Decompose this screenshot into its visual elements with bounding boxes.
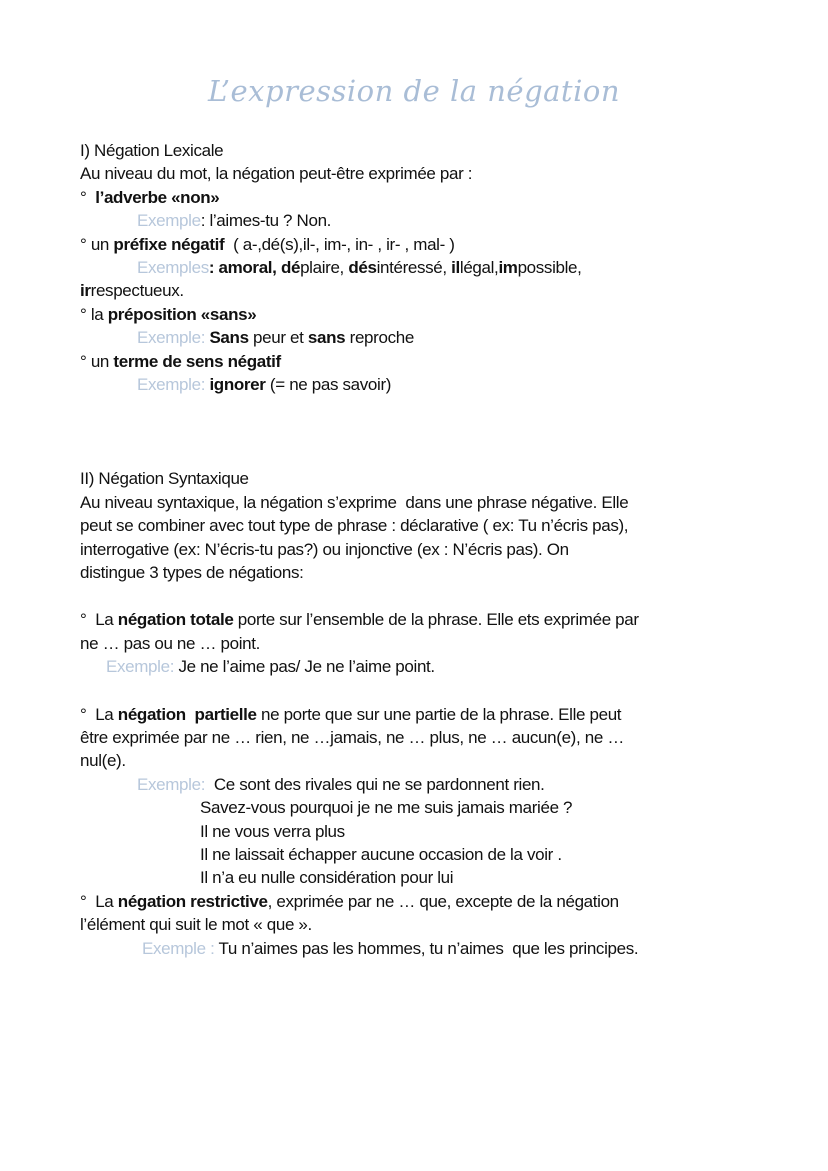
example-label: Exemple	[137, 211, 201, 231]
bold-term: préposition «sans»	[107, 304, 257, 324]
text: ne … pas ou ne … point.	[80, 633, 261, 653]
bold-term: Sans	[209, 328, 249, 348]
text-line	[200, 867, 453, 889]
text-line	[80, 515, 628, 537]
example-label: Exemple :	[142, 938, 219, 958]
text-line	[80, 187, 219, 209]
text: ° La	[80, 610, 118, 630]
text: Il ne vous verra plus	[200, 821, 345, 841]
text-line	[80, 609, 639, 631]
text-line	[80, 750, 126, 772]
text: distingue 3 types de négations:	[80, 563, 304, 582]
text: ° La	[80, 704, 118, 724]
text-line	[80, 562, 304, 584]
text: peur et	[248, 328, 308, 348]
bold-term: il	[451, 258, 460, 277]
text: intéressé,	[376, 258, 452, 277]
text: Ce sont des rivales qui ne se pardonnent rien.	[213, 774, 545, 794]
text-line	[80, 492, 628, 514]
text: ° la	[80, 304, 108, 324]
text: Il ne laissait échapper aucune occasion de la voir .	[200, 845, 562, 864]
text: , exprimée par ne … que, excepte de la négation	[267, 891, 619, 911]
text-line	[80, 704, 621, 726]
text: respectueux.	[90, 281, 184, 301]
text: ° La	[80, 891, 118, 911]
text-line	[80, 140, 223, 162]
text: porte sur l’ensemble de la phrase. Elle ets exprimée par	[233, 610, 639, 630]
bold-term: négation totale	[117, 610, 234, 630]
text-line	[200, 797, 572, 819]
bold-term: ignorer	[209, 375, 266, 394]
text-line	[80, 914, 312, 936]
example-line	[137, 374, 391, 396]
text: interrogative (ex: N’écris-tu pas?) ou injonctive (ex : N’écris pas). On	[80, 539, 569, 559]
text: légal,	[459, 258, 499, 277]
text: Je ne l’aime pas/ Je ne l’aime point.	[178, 657, 435, 677]
example-line	[137, 210, 331, 232]
example-line	[106, 656, 435, 678]
text: Au niveau syntaxique, la négation s’exprime dans une phrase négative. Elle	[80, 492, 629, 512]
text: ° un	[80, 351, 114, 371]
text: l’élément qui suit le mot « que ».	[80, 915, 312, 935]
text: nul(e).	[80, 751, 126, 771]
bold-term: dé	[280, 258, 301, 277]
document-title: L’expression de la négation	[207, 74, 620, 108]
bold-term: dés	[348, 258, 377, 277]
text: reproche	[345, 328, 414, 348]
text: Il n’a eu nulle considération pour lui	[200, 868, 454, 888]
text-line	[80, 891, 619, 913]
text-line	[80, 727, 624, 749]
text: I) Négation Lexicale	[80, 141, 224, 160]
bold-term: : amoral,	[208, 258, 281, 277]
text-line	[80, 539, 569, 561]
text-line	[80, 163, 472, 185]
bold-term: terme de sens négatif	[113, 351, 281, 371]
bold-term: im	[498, 258, 518, 277]
text: Tu n’aimes pas les hommes, tu n’aimes que les principes.	[218, 938, 639, 958]
bold-term: sans	[307, 328, 346, 348]
text: °	[80, 187, 96, 207]
text-line	[80, 468, 249, 490]
text: être exprimée par ne … rien, ne …jamais, ne … plus, ne … aucun(e), ne …	[80, 728, 624, 747]
text-line	[80, 280, 184, 302]
text: Savez-vous pourquoi je ne me suis jamais mariée ?	[200, 798, 573, 818]
example-line	[137, 257, 582, 279]
text-line	[80, 633, 260, 655]
example-line	[142, 938, 638, 960]
text: ° un	[80, 234, 114, 254]
example-label: Exemple:	[137, 328, 210, 348]
bold-term: ir	[80, 281, 91, 301]
text-line	[80, 351, 281, 373]
text: plaire,	[300, 258, 349, 277]
example-line	[137, 327, 414, 349]
text-line	[80, 234, 455, 256]
example-label: Exemple:	[137, 375, 210, 394]
text-line	[200, 844, 562, 866]
example-line	[137, 774, 545, 796]
text-line	[80, 304, 256, 326]
text: peut se combiner avec tout type de phrase : déclarative ( ex: Tu n’écris pas),	[80, 516, 629, 536]
text: (= ne pas savoir)	[265, 375, 392, 394]
bold-term: négation restrictive	[117, 891, 268, 911]
text: II) Négation Syntaxique	[80, 469, 249, 489]
text: Au niveau du mot, la négation peut-être exprimée par :	[80, 164, 473, 184]
text: : l’aimes-tu ? Non.	[200, 211, 332, 231]
text: possible,	[517, 258, 582, 277]
example-label: Exemple:	[106, 657, 179, 677]
example-label: Exemples	[137, 258, 209, 277]
bold-term: l’adverbe «non»	[95, 187, 220, 207]
bold-term: préfixe négatif	[113, 234, 225, 254]
bold-term: négation partielle	[117, 704, 257, 724]
example-label: Exemple:	[137, 774, 214, 794]
text: ne porte que sur une partie de la phrase. Elle peut	[256, 704, 622, 724]
text-line	[200, 821, 345, 843]
text: ( a-,dé(s),il-, im-, in- , ir- , mal- )	[224, 234, 455, 254]
